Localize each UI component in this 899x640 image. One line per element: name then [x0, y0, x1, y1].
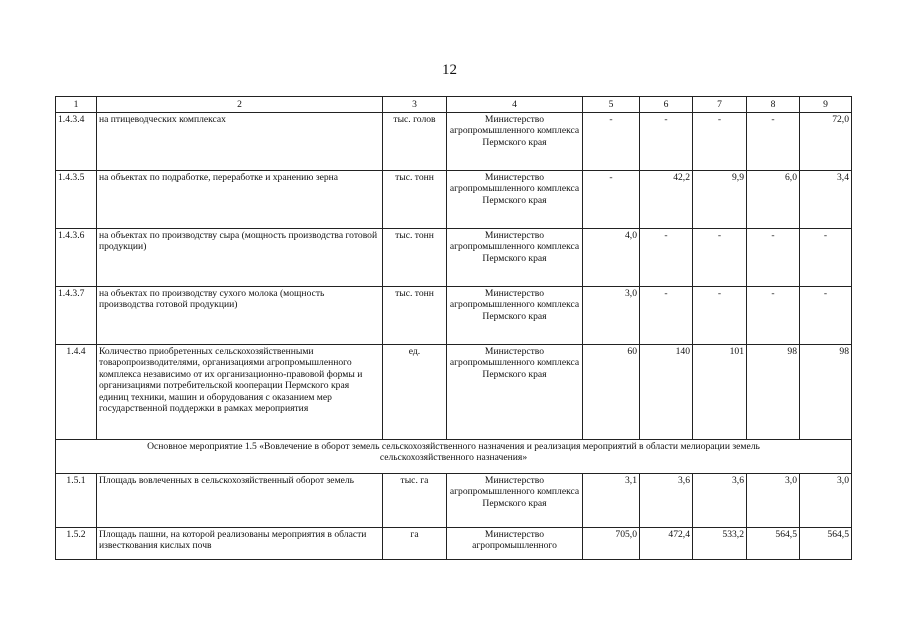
row-value: - — [747, 229, 800, 287]
row-value: 60 — [583, 345, 640, 440]
row-executor: Министерство агропромышленного комплекса Пермского края — [447, 113, 583, 171]
section-row — [56, 440, 852, 474]
row-unit: ед. — [383, 345, 447, 440]
row-value: - — [640, 229, 693, 287]
table-row — [56, 345, 852, 440]
row-value: - — [640, 287, 693, 345]
row-name: Площадь вовлеченных в сельскохозяйственный оборот земель — [97, 474, 383, 528]
row-value: 9,9 — [693, 171, 747, 229]
row-code: 1.5.2 — [56, 528, 97, 560]
header-cell: 6 — [640, 97, 693, 113]
header-cell: 7 — [693, 97, 747, 113]
row-unit: тыс. тонн — [383, 229, 447, 287]
page-number: 12 — [442, 62, 457, 78]
row-code: 1.4.3.5 — [56, 171, 97, 229]
row-value: 3,1 — [583, 474, 640, 528]
header-cell: 9 — [800, 97, 852, 113]
table-row — [56, 287, 852, 345]
row-value: - — [640, 113, 693, 171]
row-value: 72,0 — [800, 113, 852, 171]
header-cell: 5 — [583, 97, 640, 113]
row-value: - — [747, 287, 800, 345]
row-value: - — [800, 287, 852, 345]
row-value: 3,0 — [800, 474, 852, 528]
row-code: 1.4.3.6 — [56, 229, 97, 287]
row-value: 472,4 — [640, 528, 693, 560]
row-unit: тыс. тонн — [383, 171, 447, 229]
row-value: 3,4 — [800, 171, 852, 229]
row-executor: Министерство агропромышленного комплекса Пермского края — [447, 229, 583, 287]
row-value: 98 — [800, 345, 852, 440]
row-value: 564,5 — [800, 528, 852, 560]
row-executor: Министерство агропромышленного — [447, 528, 583, 560]
row-value: 705,0 — [583, 528, 640, 560]
row-value: 564,5 — [747, 528, 800, 560]
row-name: на объектах по производству сухого молока (мощность производства готовой продукции) — [97, 287, 383, 345]
row-value: 3,6 — [693, 474, 747, 528]
table-row — [56, 528, 852, 560]
indicators-table — [55, 96, 852, 560]
row-value: - — [693, 229, 747, 287]
row-code: 1.4.3.7 — [56, 287, 97, 345]
row-code: 1.4.3.4 — [56, 113, 97, 171]
row-executor: Министерство агропромышленного комплекса Пермского края — [447, 171, 583, 229]
table-row — [56, 171, 852, 229]
row-value: 533,2 — [693, 528, 747, 560]
header-cell: 3 — [383, 97, 447, 113]
row-value: - — [583, 113, 640, 171]
table-row — [56, 229, 852, 287]
row-value: 42,2 — [640, 171, 693, 229]
row-unit: тыс. тонн — [383, 287, 447, 345]
row-value: 98 — [747, 345, 800, 440]
row-name: на птицеводческих комплексах — [97, 113, 383, 171]
row-value: - — [693, 113, 747, 171]
row-unit: тыс. га — [383, 474, 447, 528]
row-value: - — [800, 229, 852, 287]
row-executor: Министерство агропромышленного комплекса Пермского края — [447, 287, 583, 345]
row-value: 6,0 — [747, 171, 800, 229]
table-row — [56, 113, 852, 171]
row-value: 4,0 — [583, 229, 640, 287]
row-name: Площадь пашни, на которой реализованы мероприятия в области известкования кислых почв — [97, 528, 383, 560]
header-cell: 1 — [56, 97, 97, 113]
row-code: 1.4.4 — [56, 345, 97, 440]
row-name: Количество приобретенных сельскохозяйственными товаропроизводителями, организациями агропромышленного комплекса независимо от их организационно-правовой формы и организациями потребительской кооперации Пермского края единиц техники, машин и оборудования с оказанием мер государственной поддержки в рамках мероприятия — [97, 345, 383, 440]
row-unit: тыс. голов — [383, 113, 447, 171]
row-value: - — [747, 113, 800, 171]
row-value: 140 — [640, 345, 693, 440]
section-heading: Основное мероприятие 1.5 «Вовлечение в оборот земель сельскохозяйственного назначения и реализация мероприятий в области мелиорации земель сельскохозяйственного назначения» — [56, 440, 852, 474]
header-cell: 2 — [97, 97, 383, 113]
row-unit: га — [383, 528, 447, 560]
row-executor: Министерство агропромышленного комплекса Пермского края — [447, 474, 583, 528]
row-code: 1.5.1 — [56, 474, 97, 528]
header-cell: 8 — [747, 97, 800, 113]
row-value: 3,6 — [640, 474, 693, 528]
row-value: 3,0 — [583, 287, 640, 345]
row-executor: Министерство агропромышленного комплекса Пермского края — [447, 345, 583, 440]
table-row — [56, 474, 852, 528]
row-value: 101 — [693, 345, 747, 440]
row-name: на объектах по производству сыра (мощность производства готовой продукции) — [97, 229, 383, 287]
header-row — [56, 97, 852, 113]
row-value: 3,0 — [747, 474, 800, 528]
header-cell: 4 — [447, 97, 583, 113]
row-name: на объектах по подработке, переработке и хранению зерна — [97, 171, 383, 229]
row-value: - — [583, 171, 640, 229]
row-value: - — [693, 287, 747, 345]
